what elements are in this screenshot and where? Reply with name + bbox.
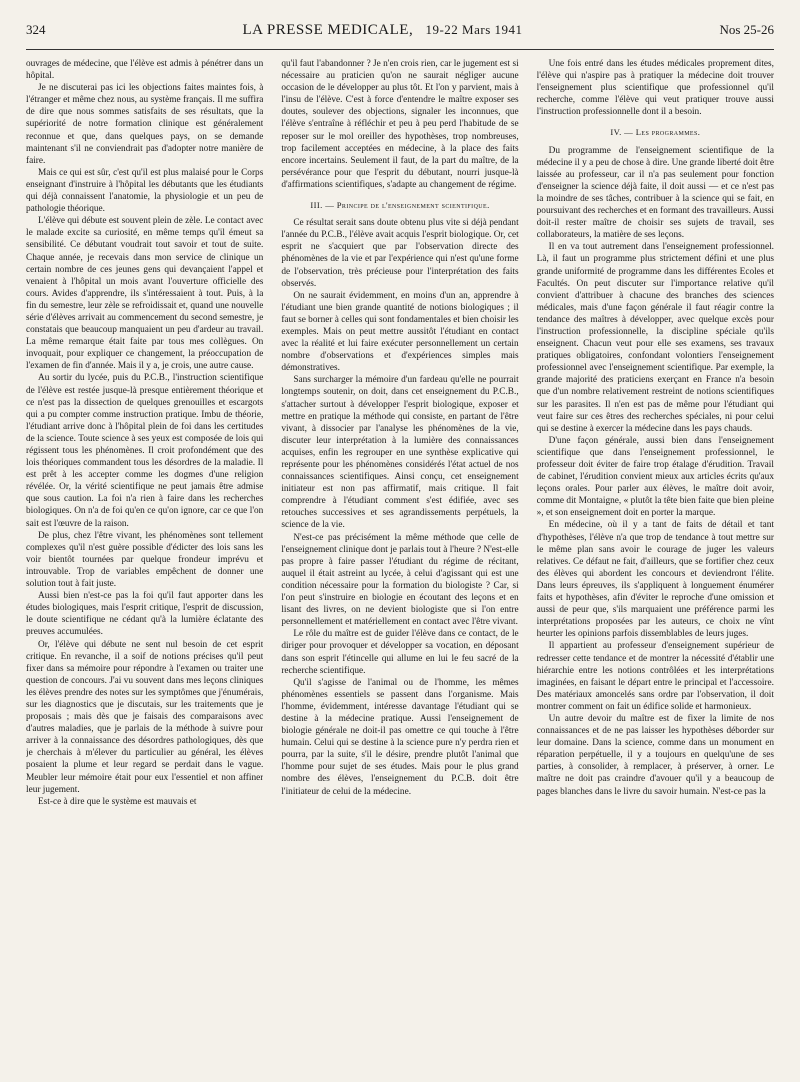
paragraph: Ce résultat serait sans doute obtenu plus vite si déjà pendant l'année du P.C.B., l'élève avait acquis l'esprit biologique. Or, cet esprit ne s'acquiert que par l'observation directe des phénomènes de la vie et par l'expérience qui n'est qu'une forme de l'observation, très précieuse pour l'interprétation des faits observés. <box>281 218 519 289</box>
paragraph: Or, l'élève qui débute ne sent nul besoin de cet esprit critique. En revanche, il a soif de notions précises qu'il peut fixer dans sa mémoire pour répondre à l'examen ou traiter une question de concours. J'ai vu souvent dans mes leçons cliniques les élèves prendre des notes sur les symptômes que j'énumérais, sur les diagnostics que je discutais, sur les traitements que je proposais ; mais dès que je faisais des comparaisons avec d'autres maladies, que je parlais de la méthode à suivre pour arriver à la connaissance des désordres pathologiques, dès que je cherchais à m'élever du particulier au général, les élèves posaient la plume et leur regard se perdait dans le vague. Meubler leur mémoire était pour eux l'essentiel et non affiner leur jugement. <box>26 639 264 795</box>
paragraph: Est-ce à dire que le système est mauvais et <box>38 796 197 807</box>
paragraph: qu'il faut l'abandonner ? Je n'en crois rien, car le jugement est si nécessaire au praticien qu'on ne saurait négliger aucune occasion de le développer au plus tôt. Et l'on y parvient, mais à l'insu de l'élève. C'est à force d'entendre le maître exposer ses doutes, soulever des objections, signaler les inconnues, que l'élève s'entraîne à réfléchir et peu à peu perd l'habitude de se reposer sur le mol oreiller des hypothèses, trop nombreuses, trop facilement acceptées en médecine, à la place des faits encore incertains. Seulement il faut, de la part du maître, de la persévérance pour que l'esprit du débutant, nourri jusque-là d'affirmations scientifiques, s'adapte au changement de régime. <box>281 59 519 190</box>
text-columns <box>26 58 774 1078</box>
issue-number: Nos 25-26 <box>719 22 774 37</box>
paragraph: N'est-ce pas précisément la même méthode que celle de l'enseignement clinique dont je parlais tout à l'heure ? N'est-elle pas propre à faire passer l'étudiant du régime de récitant, auquel il était astreint au lycée, à celui d'agissant qui est une condition nécessaire pour la formation du biologiste ? Car, si l'on peut s'instruire en biologie en écoutant des leçons et en lisant des livres, on ne devient biologiste que si l'on entre personnellement et matériellement en contact avec l'être vivant. <box>281 532 519 628</box>
section-heading: IV. — Les programmes. <box>610 127 701 138</box>
paragraph: Une fois entré dans les études médicales proprement dites, l'élève qui n'aspire pas à pratiquer la médecine doit trouver l'enseignement plus scientifique que professionnel qu'il recherche, comme l'élève qui veut pratiquer trouve aussi l'instruction professionnelle dont il a besoin. <box>536 59 774 118</box>
journal-title-line <box>242 22 522 39</box>
page-number: 324 <box>26 22 46 37</box>
paragraph: Qu'il s'agisse de l'animal ou de l'homme, les mêmes phénomènes essentiels se passent dans l'organisme. Mais l'homme, évidemment, intéresse davantage l'étudiant qui se destine à la médecine pratique. Aussi l'enseignement de biologie générale ne doit-il pas omettre ce qui touche à l'être humain. Celui qui se destine à la science pure n'y perdra rien et pourra, par la suite, s'il le désire, prendre plutôt l'animal que l'homme pour sujet de ses études. Mais pour le plus grand nombre des élèves, l'enseignement du P.C.B. doit être l'initiateur de celui de la médecine. <box>281 677 519 797</box>
paragraph: Sans surcharger la mémoire d'un fardeau qu'elle ne pourrait longtemps soutenir, on doit, dans cet enseignement du P.C.B., s'attacher surtout à développer l'esprit biologique, exposer et mettre en pratique la méthode qui consiste, en partant de l'être vivant, à dissocier par l'analyse les phénomènes de la vie, discuter leur interprétation à la lumière des connaissances acquises, enfin les regrouper en une synthèse explicative qui représente pour les phénomènes considérés l'état actuel de nos connaissances scientifiques. Ainsi conçu, cet enseignement initiateur est non pas affirmatif, mais critique. Il fait comprendre à l'étudiant comment s'est édifiée, avec ses retouches successives et ses agrandissements perpétuels, la science de la vie. <box>281 375 519 531</box>
paragraph: Mais ce qui est sûr, c'est qu'il est plus malaisé pour le Corps enseignant d'instruire à l'hôpital les débutants que les étudiants qui déjà connaissent l'anatomie, la physiologie et un peu de pathologie théorique. <box>26 167 264 215</box>
paragraph: En médecine, où il y a tant de faits de détail et tant d'hypothèses, l'élève n'a que trop de tendance à tout mettre sur le même plan sans avoir le courage de juger les valeurs relatives. Ce défaut ne fait, d'ailleurs, que se fortifier chez ceux des élèves qui abordent les concours et deviendront l'élite. Dans leurs épreuves, ils s'appliquent à longuement énumérer faits et hypothèses, afin d'éviter le reproche d'une omission et aussi de peur que, s'ils marquaient une préférence parmi les interprétations proposées par les auteurs, ce choix ne vînt heurter les opinions parfois dissemblables de leurs juges. <box>536 520 774 640</box>
paragraph: On ne saurait évidemment, en moins d'un an, apprendre à l'étudiant une bien grande quantité de notions biologiques ; il faut se borner à celles qui sont fondamentales et bien choisir les exemples. Mais on peut mettre aussitôt l'étudiant en contact avec la réalité et lui faire exécuter personnellement un certain nombre d'observations et d'expériences simples mais démonstratives. <box>281 290 519 374</box>
running-header <box>26 22 774 50</box>
paragraph: De plus, chez l'être vivant, les phénomènes sont tellement complexes qu'il n'est guère possible d'édicter des lois sans les voir bientôt tournées par quelque frondeur imprévu et introuvable. Trop de variables empêchent de donner une solution tout à fait juste. <box>26 530 264 590</box>
paragraph: Il appartient au professeur d'enseignement supérieur de redresser cette tendance et de montrer la nécessité d'établir une hiérarchie entre les notions contrôlées et les interprétations imaginées, en faisant le départ entre le principal et l'accessoire. Des matériaux amoncelés sans ordre par l'observation, il doit montrer comment on fait un édifice solide et harmonieux. <box>536 641 774 712</box>
section-heading: III. — Principe de l'enseignement scientifique. <box>310 200 490 211</box>
issue-date: 19-22 Mars 1941 <box>425 22 523 37</box>
paragraph: Aussi bien n'est-ce pas la foi qu'il faut apporter dans les études biologiques, mais l'esprit critique, l'esprit de discussion, le doute scientifique ne cédant qu'à la lumière éclatante des preuves accumulées. <box>26 591 264 638</box>
paragraph: ouvrages de médecine, que l'élève est admis à pénétrer dans un hôpital. <box>26 59 264 82</box>
column-3 <box>537 58 774 1078</box>
column-1 <box>26 58 263 1078</box>
paragraph: L'élève qui débute est souvent plein de zèle. Le contact avec le malade excite sa curiosité, en même temps qu'il émeut sa sensibilité. Ce débutant voudrait tout savoir et tout de suite. Chaque année, je recevais dans mon service de clinique un certain nombre de ces jeunes gens qui devançaient l'appel et venaient à l'hôpital un mois avant l'ouverture officielle des cours. Avides d'apprendre, ils s'intéressaient à tout. Puis, à la fin du semestre, leur zèle se refroidissait et, quand une nouvelle série d'élèves arrivait au commencement du second semestre, je constatais que beaucoup manquaient un peu d'ardeur au travail. La même remarque était faite par tous mes collègues. On invoquait, pour expliquer ce changement, la préoccupation de l'examen de fin d'année. Mais il y a, je crois, une autre cause. <box>26 216 264 372</box>
paragraph: Le rôle du maître est de guider l'élève dans ce contact, de le diriger pour provoquer et développer sa vocation, en déposant dans son esprit l'étincelle qui allume en lui le feu sacré de la recherche scientifique. <box>281 629 519 676</box>
paragraph: Au sortir du lycée, puis du P.C.B., l'instruction scientifique de l'élève est restée jusque-là presque entièrement théorique et ce n'est pas la dissection de quelques grenouilles et escargots qui a pu compter comme instruction pratique. Imbu de théorie, l'étudiant arrive donc à l'hôpital plein de foi dans les certitudes de la science. Toute science à ses yeux est composée de lois qui régissent tous les phénomènes. Il croit profondément que des lois théoriques commandent tous les désordres de la maladie. Il est prêt à les accepter comme les dogmes d'une religion révélée. Or, la vérité scientifique ne peut jamais être admise que sous caution. La foi n'a rien à faire dans les recherches biologiques. On n'a de foi qu'en ce qu'on ignore, car ce que l'on sait est l'œuvre de la raison. <box>26 373 264 529</box>
paragraph: Un autre devoir du maître est de fixer la limite de nos connaissances et de ne pas laisser les hypothèses déborder sur leur domaine. Dans la science, comme dans un monument en réparation perpétuelle, il y a toujours en quelqu'une de ses parties, à consolider, à remplacer, à préserver, à orner. Le maître ne doit pas craindre d'avouer qu'il y a beaucoup de pages blanches dans le livre du savoir humain. N'est-ce pas la <box>536 713 774 797</box>
paragraph: Il en va tout autrement dans l'enseignement professionnel. Là, il faut un programme plus strictement défini et une plus grande uniformité de programme dans les différentes Ecoles et Facultés. On peut discuter sur l'importance relative qu'il convient d'attribuer à chacune des branches des sciences médicales, mais d'une façon générale il faut réagir contre la tendance des maîtres à développer, avec quelque excès pour l'instruction professionnelle, la discipline spéciale qu'ils enseignent. Chacun veut pour elle ses examens, ses travaux pratiques obligatoires, confondant volontiers l'enseignement professionnel avec l'enseignement scientifique. Par exemple, la grande majorité des praticiens exerçant en France n'a besoin que d'un nombre relativement restreint de notions scientifiques sur les parasites. Il n'en est pas de même pour l'étudiant qui veut faire sur ces êtres des recherches spéciales, ni pour celui qui se destine à exercer la médecine dans les pays chauds. <box>536 242 774 434</box>
journal-name: LA PRESSE MEDICALE, <box>242 22 414 38</box>
paragraph: Du programme de l'enseignement scientifique de la médecine il y a peu de chose à dire. Une grande liberté doit être laissée au professeur, car il n'a pas seulement pour fonction d'enseigner la science déjà faite, il doit aussi — et ce n'est pas la moindre de ses tâches, contribuer à la science qui se fait, en poursuivant des recherches et en formant des travailleurs. Aussi doit-il rester maître de choisir ses sujets de travail, ses collaborateurs, la matière de ses leçons. <box>536 145 774 241</box>
paragraph: Je ne discuterai pas ici les objections faites maintes fois, à l'étranger et même chez nous, au système français. Il me suffira de dire que nous sommes satisfaits de ses résultats, que la supériorité de notre formation clinique est généralement reconnue et que, dans quelques pays, on se demande maintenant s'il ne conviendrait pas d'adopter notre manière de faire. <box>26 83 264 166</box>
column-2 <box>281 58 518 1078</box>
paragraph: D'une façon générale, aussi bien dans l'enseignement scientifique que dans l'enseignement professionnel, le professeur doit éviter de faire trop étalage d'érudition. Travail de cabinet, l'érudition convient mieux aux articles écrits qu'aux leçons orales. Pour parler aux élèves, le maître doit avoir, comme dit Montaigne, « plutôt la tête bien faite que bien pleine », et son enseignement doit en porter la marque. <box>536 435 774 519</box>
